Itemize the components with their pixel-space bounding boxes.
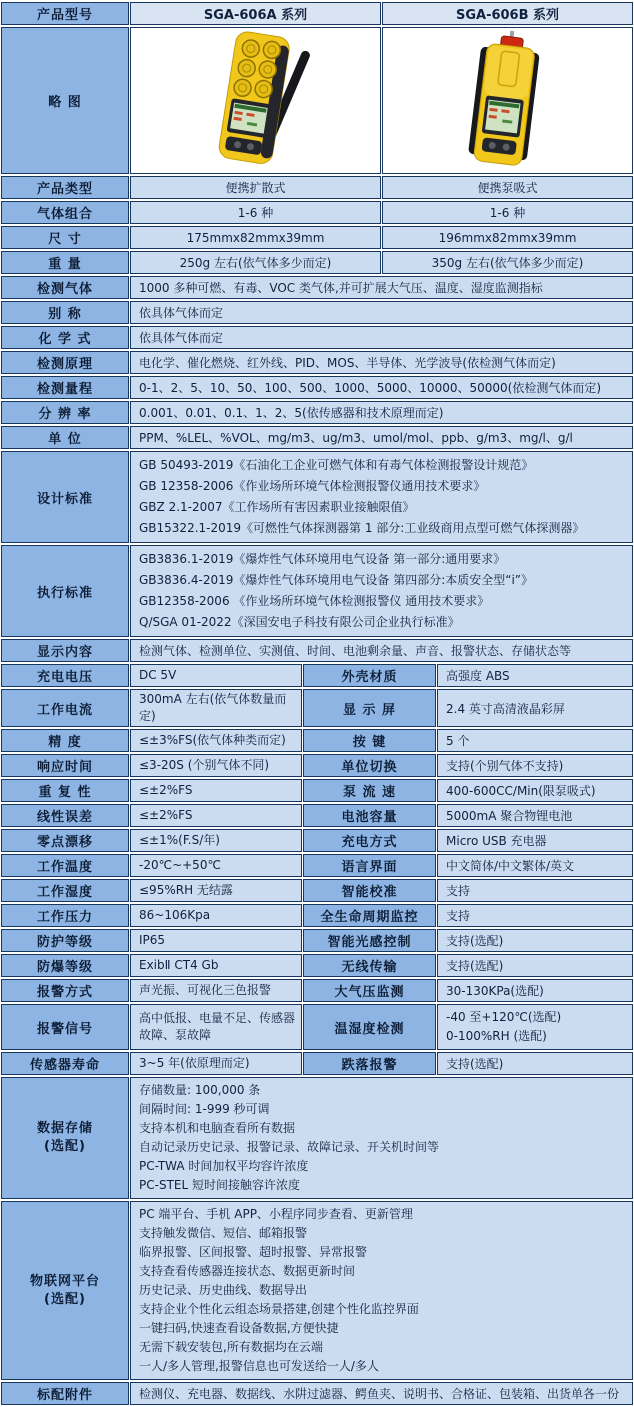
spec-label-cell: 防爆等级 — [1, 954, 129, 977]
spec-value-cell: 电化学、催化燃烧、红外线、PID、MOS、半导体、光学波导(依检测气体而定) — [130, 351, 633, 374]
spec-value-cell: IP65 — [130, 929, 302, 952]
spec-value-cell: ≤±2%FS — [130, 804, 302, 827]
spec-value-cell: ExibⅡ CT4 Gb — [130, 954, 302, 977]
spec-value-cell: PPM、%LEL、%VOL、mg/m3、ug/m3、umol/mol、ppb、g/m3、mg/l、g/l — [130, 426, 633, 449]
spec-value-cell-line: 一人/多人管理,报警信息也可发送给一人/多人 — [139, 1359, 379, 1373]
table-row — [1, 804, 633, 827]
spec-label-cell: 工作温度 — [1, 854, 129, 877]
spec-value-b-cell: 350g 左右(依气体多少而定) — [382, 251, 633, 274]
spec-value-cell: 3~5 年(依原理而定) — [130, 1052, 302, 1075]
sketch-label-cell: 略 图 — [1, 27, 129, 174]
spec-value-cell: 支持 — [437, 879, 633, 902]
spec-value-cell — [130, 451, 633, 543]
spec-value-cell: 5 个 — [437, 729, 633, 752]
table-row — [1, 301, 633, 324]
spec-label-cell: 重 复 性 — [1, 779, 129, 802]
spec-value-cell-line: GBZ 2.1-2007《工作场所有害因素职业接触限值》 — [139, 500, 415, 514]
spec-label-cell: 全生命周期监控 — [303, 904, 436, 927]
sketch-image-a-cell — [130, 27, 381, 174]
table-row — [1, 351, 633, 374]
accessories-value-cell: 检测仪、充电器、数据线、水阱过滤器、鳄鱼夹、说明书、合格证、包装箱、出货单各一份 — [130, 1382, 633, 1405]
spec-label-cell: 温湿度检测 — [303, 1004, 436, 1050]
spec-label-cell: 重 量 — [1, 251, 129, 274]
spec-label-cell: 显示内容 — [1, 639, 129, 662]
spec-value-cell-line: 一键扫码,快速查看设备数据,方便快捷 — [139, 1321, 339, 1335]
spec-label-cell: 外壳材质 — [303, 664, 436, 687]
table-row — [1, 664, 633, 687]
spec-value-cell-line: GB12358-2006 《作业场所环境气体检测报警仪 通用技术要求》 — [139, 594, 490, 608]
spec-label-cell: 传感器寿命 — [1, 1052, 129, 1075]
spec-value-cell: Micro USB 充电器 — [437, 829, 633, 852]
table-row — [1, 1004, 633, 1050]
spec-value-cell — [130, 1077, 633, 1199]
spec-value-cell: -20℃~+50℃ — [130, 854, 302, 877]
table-row — [1, 1052, 633, 1075]
table-row — [1, 251, 633, 274]
spec-label-cell: 精 度 — [1, 729, 129, 752]
spec-label-cell: 显 示 屏 — [303, 689, 436, 727]
table-row — [1, 639, 633, 662]
spec-value-cell: 中文简体/中文繁体/英文 — [437, 854, 633, 877]
spec-label-cell: 大气压监测 — [303, 979, 436, 1002]
spec-value-cell — [437, 1004, 633, 1050]
spec-value-cell: 支持 — [437, 904, 633, 927]
table-row — [1, 201, 633, 224]
spec-value-cell-line: 存储数量: 100,000 条 — [139, 1083, 261, 1097]
spec-value-cell-line: 支持触发微信、短信、邮箱报警 — [139, 1226, 308, 1240]
spec-value-cell: 依具体气体而定 — [130, 301, 633, 324]
table-row — [1, 879, 633, 902]
spec-value-cell-line: 支持本机和电脑查看所有数据 — [139, 1121, 296, 1135]
spec-value-b-cell: 196mmx82mmx39mm — [382, 226, 633, 249]
spec-value-cell: 检测气体、检测单位、实测值、时间、电池剩余量、声音、报警状态、存储状态等 — [130, 639, 633, 662]
spec-value-cell: 30-130KPa(选配) — [437, 979, 633, 1002]
spec-label-cell: 充电电压 — [1, 664, 129, 687]
spec-value-cell-line: 临界报警、区间报警、超时报警、异常报警 — [139, 1245, 368, 1259]
table-row — [1, 1077, 633, 1199]
table-row — [1, 176, 633, 199]
spec-label-cell: 化 学 式 — [1, 326, 129, 349]
spec-value-cell: ≤3-20S (个别气体不同) — [130, 754, 302, 777]
table-row — [1, 689, 633, 727]
spec-value-cell-line: 间隔时间: 1-999 秒可调 — [139, 1102, 270, 1116]
sketch-image-b-cell — [382, 27, 633, 174]
spec-value-cell: 支持(选配) — [437, 1052, 633, 1075]
spec-label-cell: 智能校准 — [303, 879, 436, 902]
spec-value-cell-line: -40 至+120℃(选配) — [446, 1010, 562, 1024]
table-row — [1, 729, 633, 752]
spec-value-cell-line: GB3836.1-2019《爆炸性气体环境用电气设备 第一部分:通用要求》 — [139, 552, 506, 566]
spec-value-cell: ≤95%RH 无结露 — [130, 879, 302, 902]
table-row — [1, 426, 633, 449]
spec-value-cell-line: 支持企业个性化云组态场景搭建,创建个性化监控界面 — [139, 1302, 419, 1316]
spec-value-cell-line: 历史记录、历史曲线、数据导出 — [139, 1283, 308, 1297]
spec-value-cell-line: 自动记录历史记录、报警记录、故障记录、开关机时间等 — [139, 1140, 440, 1154]
spec-value-cell-line: 支持查看传感器连接状态、数据更新时间 — [139, 1264, 356, 1278]
spec-value-cell: 86~106Kpa — [130, 904, 302, 927]
spec-value-cell: 支持(选配) — [437, 929, 633, 952]
table-row — [1, 904, 633, 927]
spec-label-cell: 无线传输 — [303, 954, 436, 977]
spec-label-cell: 检测量程 — [1, 376, 129, 399]
table-row — [1, 854, 633, 877]
spec-value-cell: 0-1、2、5、10、50、100、500、1000、5000、10000、50000(依检测气体而定) — [130, 376, 633, 399]
spec-value-cell-line: PC-STEL 短时间接触容许浓度 — [139, 1178, 300, 1192]
spec-value-cell: 0.001、0.01、0.1、1、2、5(依传感器和技术原理而定) — [130, 401, 633, 424]
table-row — [1, 451, 633, 543]
spec-label-cell-line: (选配) — [44, 1139, 86, 1154]
spec-value-a-cell: 便携扩散式 — [130, 176, 381, 199]
header-model-b: SGA-606B 系列 — [382, 2, 633, 25]
spec-label-cell: 别 称 — [1, 301, 129, 324]
spec-value-cell-line: PC-TWA 时间加权平均容许浓度 — [139, 1159, 309, 1173]
spec-label-cell: 气体组合 — [1, 201, 129, 224]
spec-label-cell: 电池容量 — [303, 804, 436, 827]
spec-value-cell-line: 0-100%RH (选配) — [446, 1029, 547, 1043]
spec-value-cell: 1000 多种可燃、有毒、VOC 类气体,并可扩展大气压、温度、湿度监测指标 — [130, 276, 633, 299]
spec-value-cell: ≤±3%FS(依气体种类而定) — [130, 729, 302, 752]
spec-label-cell: 检测气体 — [1, 276, 129, 299]
spec-label-cell: 单位切换 — [303, 754, 436, 777]
spec-value-cell: 2.4 英寸高清液晶彩屏 — [437, 689, 633, 727]
spec-label-cell: 充电方式 — [303, 829, 436, 852]
table-row — [1, 954, 633, 977]
spec-value-cell-line: Q/SGA 01-2022《深国安电子科技有限公司企业执行标准》 — [139, 615, 460, 629]
spec-label-cell: 报警方式 — [1, 979, 129, 1002]
spec-label-cell: 工作电流 — [1, 689, 129, 727]
table-row — [1, 929, 633, 952]
spec-label-cell-line: (选配) — [44, 1291, 86, 1307]
spec-label-cell: 工作压力 — [1, 904, 129, 927]
table-row — [1, 326, 633, 349]
spec-value-a-cell: 250g 左右(依气体多少而定) — [130, 251, 381, 274]
table-row — [1, 276, 633, 299]
spec-label-cell: 产品类型 — [1, 176, 129, 199]
spec-label-cell: 语言界面 — [303, 854, 436, 877]
spec-value-cell: ≤±2%FS — [130, 779, 302, 802]
spec-value-b-cell: 1-6 种 — [382, 201, 633, 224]
spec-label-cell-line: 数据存储 — [36, 1121, 93, 1136]
table-row — [1, 401, 633, 424]
spec-value-cell: 声光振、可视化三色报警 — [130, 979, 302, 1002]
spec-label-cell: 零点漂移 — [1, 829, 129, 852]
spec-label-cell: 泵 流 速 — [303, 779, 436, 802]
spec-label-cell: 跌落报警 — [303, 1052, 436, 1075]
table-row — [1, 829, 633, 852]
spec-value-cell — [130, 545, 633, 637]
spec-label-cell — [1, 1201, 129, 1380]
table-row — [1, 1201, 633, 1380]
spec-value-cell: 支持(个别气体不支持) — [437, 754, 633, 777]
spec-label-cell: 响应时间 — [1, 754, 129, 777]
spec-label-cell: 尺 寸 — [1, 226, 129, 249]
table-row — [1, 27, 633, 174]
spec-value-cell: 5000mA 聚合物锂电池 — [437, 804, 633, 827]
table-row — [1, 979, 633, 1002]
spec-value-cell: 400-600CC/Min(限泵吸式) — [437, 779, 633, 802]
spec-label-cell: 按 键 — [303, 729, 436, 752]
device-a-image — [131, 28, 381, 170]
spec-value-cell: DC 5V — [130, 664, 302, 687]
accessories-label-cell: 标配附件 — [1, 1382, 129, 1405]
spec-label-cell: 分 辨 率 — [1, 401, 129, 424]
spec-label-cell: 智能光感控制 — [303, 929, 436, 952]
device-b-image — [383, 28, 633, 170]
spec-value-cell-line: GB15322.1-2019《可燃性气体探测器第 1 部分:工业级商用点型可燃气体探测器》 — [139, 521, 585, 535]
spec-label-cell: 防护等级 — [1, 929, 129, 952]
table-row — [1, 545, 633, 637]
spec-label-cell: 单 位 — [1, 426, 129, 449]
table-row — [1, 376, 633, 399]
spec-label-cell: 线性误差 — [1, 804, 129, 827]
spec-label-cell-line: 物联网平台 — [29, 1273, 100, 1289]
spec-value-cell: 300mA 左右(依气体数量而定) — [130, 689, 302, 727]
table-row — [1, 1382, 633, 1405]
spec-label-cell: 检测原理 — [1, 351, 129, 374]
spec-value-a-cell: 175mmx82mmx39mm — [130, 226, 381, 249]
spec-label-cell — [1, 1077, 129, 1199]
spec-value-cell: ≤±1%(F.S/年) — [130, 829, 302, 852]
spec-value-cell: 高中低报、电量不足、传感器故障、泵故障 — [130, 1004, 302, 1050]
table-row — [1, 2, 633, 25]
spec-value-cell-line: GB3836.4-2019《爆炸性气体环境用电气设备 第四部分:本质安全型“i”》 — [139, 573, 534, 587]
spec-value-cell-line: GB 50493-2019《石油化工企业可燃气体和有毒气体检测报警设计规范》 — [139, 458, 534, 472]
spec-label-cell: 报警信号 — [1, 1004, 129, 1050]
spec-value-cell-line: 无需下载安装包,所有数据均在云端 — [139, 1340, 323, 1354]
spec-value-cell: 支持(选配) — [437, 954, 633, 977]
spec-value-cell-line: PC 端平台、手机 APP、小程序同步查看、更新管理 — [139, 1207, 413, 1221]
spec-label-cell: 执行标准 — [1, 545, 129, 637]
spec-value-cell-line: GB 12358-2006《作业场所环境气体检测报警仪通用技术要求》 — [139, 479, 486, 493]
spec-value-b-cell: 便携泵吸式 — [382, 176, 633, 199]
spec-value-a-cell: 1-6 种 — [130, 201, 381, 224]
spec-value-cell: 高强度 ABS — [437, 664, 633, 687]
spec-label-cell: 设计标准 — [1, 451, 129, 543]
spec-value-cell: 依具体气体而定 — [130, 326, 633, 349]
header-model-a: SGA-606A 系列 — [130, 2, 381, 25]
spec-value-cell — [130, 1201, 633, 1380]
table-row — [1, 226, 633, 249]
table-row — [1, 754, 633, 777]
header-label-cell: 产品型号 — [1, 2, 129, 25]
spec-label-cell: 工作湿度 — [1, 879, 129, 902]
table-row — [1, 779, 633, 802]
